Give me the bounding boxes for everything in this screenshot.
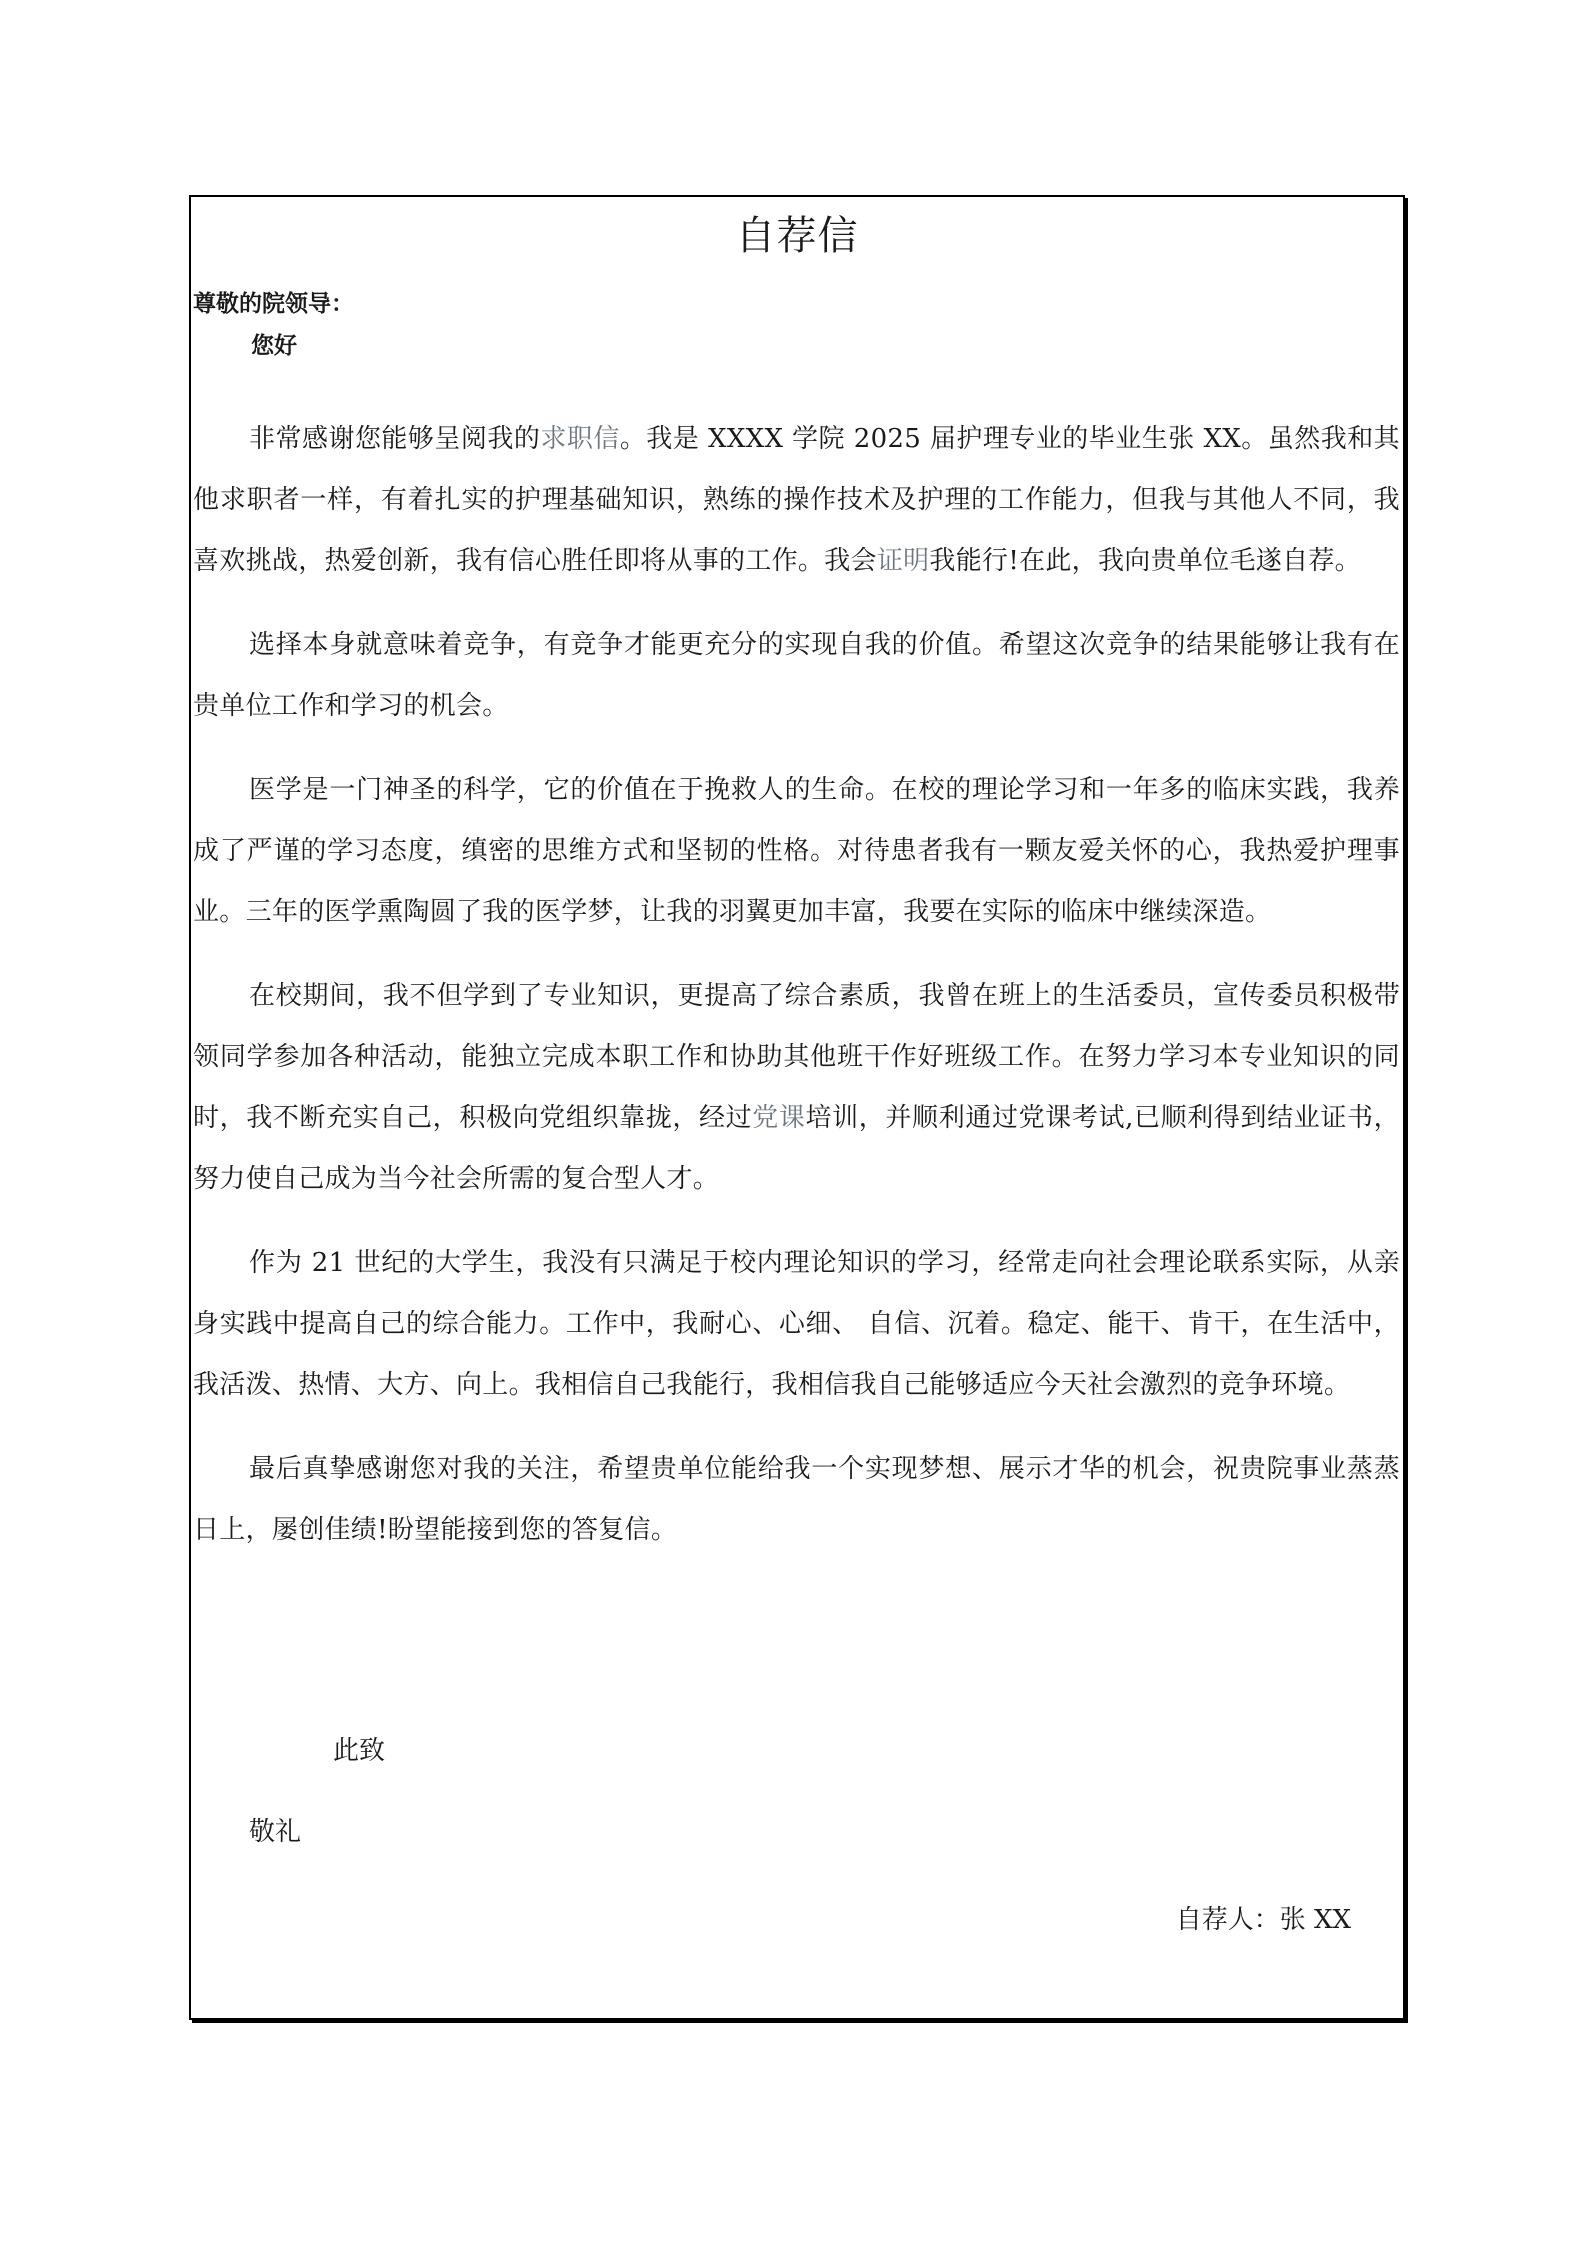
paragraph-4-text-b: 培训，并顺利通过党课考试,已顺利得到结业证书，努力使自己成为当今社会所需的复合型人才。 (193, 1103, 1400, 1194)
closing-cizhi: 此致 (333, 1736, 386, 1766)
paragraph-2: 选择本身就意味着竞争，有竞争才能更充分的实现自我的价值。希望这次竞争的结果能够让我有在贵单位工作和学习的机会。 (193, 630, 1400, 721)
paragraph-3: 医学是一门神圣的科学，它的价值在于挽救人的生命。在校的理论学习和一年多的临床实践，我养成了严谨的学习态度，缜密的思维方式和坚韧的性格。对待患者我有一颗友爱关怀的心，我热爱护理事业。三年的医学熏陶圆了我的医学梦，让我的羽翼更加丰富，我要在实际的临床中继续深造。 (193, 775, 1400, 927)
paragraph-1 (193, 409, 1400, 592)
paragraph-1-link-qiuzhixin: 求职信 (540, 424, 620, 454)
paragraph-1-link-zhengming: 证明 (876, 546, 930, 576)
letter-title: 自荐信 (735, 213, 859, 259)
closing-jingli: 敬礼 (249, 1817, 302, 1847)
salutation: 尊敬的院领导： (193, 290, 354, 317)
paragraph-1-text-a: 非常感谢您能够呈阅我的 (249, 424, 541, 454)
paragraph-4-link-dangke: 党课 (752, 1103, 806, 1133)
paragraph-1-text-b: 。我是 XXXX 学院 2025 届护理专业的毕业生张 XX。虽然我和其他求职者一样，有着扎实的护理基础知识，熟练的操作技术及护理的工作能力，但我与其他人不同，我喜欢挑战，热爱创新，我有信心胜任即将从事的工作。我会 (193, 424, 1400, 576)
signature: 自荐人：张 XX (1175, 1905, 1351, 1935)
paragraph-4 (193, 966, 1400, 1210)
paragraph-5: 作为 21 世纪的大学生，我没有只满足于校内理论知识的学习，经常走向社会理论联系实际，从亲身实践中提高自己的综合能力。工作中，我耐心、心细、 自信、沉着。稳定、能干、肯干，在生活中，我活泼、热情、大方、向上。我相信自己我能行，我相信我自己能够适应今天社会激烈的竞争环境。 (193, 1248, 1400, 1400)
paragraph-6: 最后真挚感谢您对我的关注，希望贵单位能给我一个实现梦想、展示才华的机会，祝贵院事业蒸蒸日上，屡创佳绩!盼望能接到您的答复信。 (193, 1454, 1400, 1545)
letter-frame (189, 195, 1405, 2020)
letter-body (193, 409, 1400, 1584)
paragraph-1-text-c: 我能行!在此，我向贵单位毛遂自荐。 (929, 546, 1361, 576)
paragraph-4-text-a: 在校期间，我不但学到了专业知识，更提高了综合素质，我曾在班上的生活委员，宣传委员积极带领同学参加各种活动，能独立完成本职工作和协助其他班干作好班级工作。在努力学习本专业知识的同时，我不断充实自己，积极向党组织靠拢，经过 (193, 981, 1400, 1133)
greeting: 您好 (251, 332, 297, 359)
